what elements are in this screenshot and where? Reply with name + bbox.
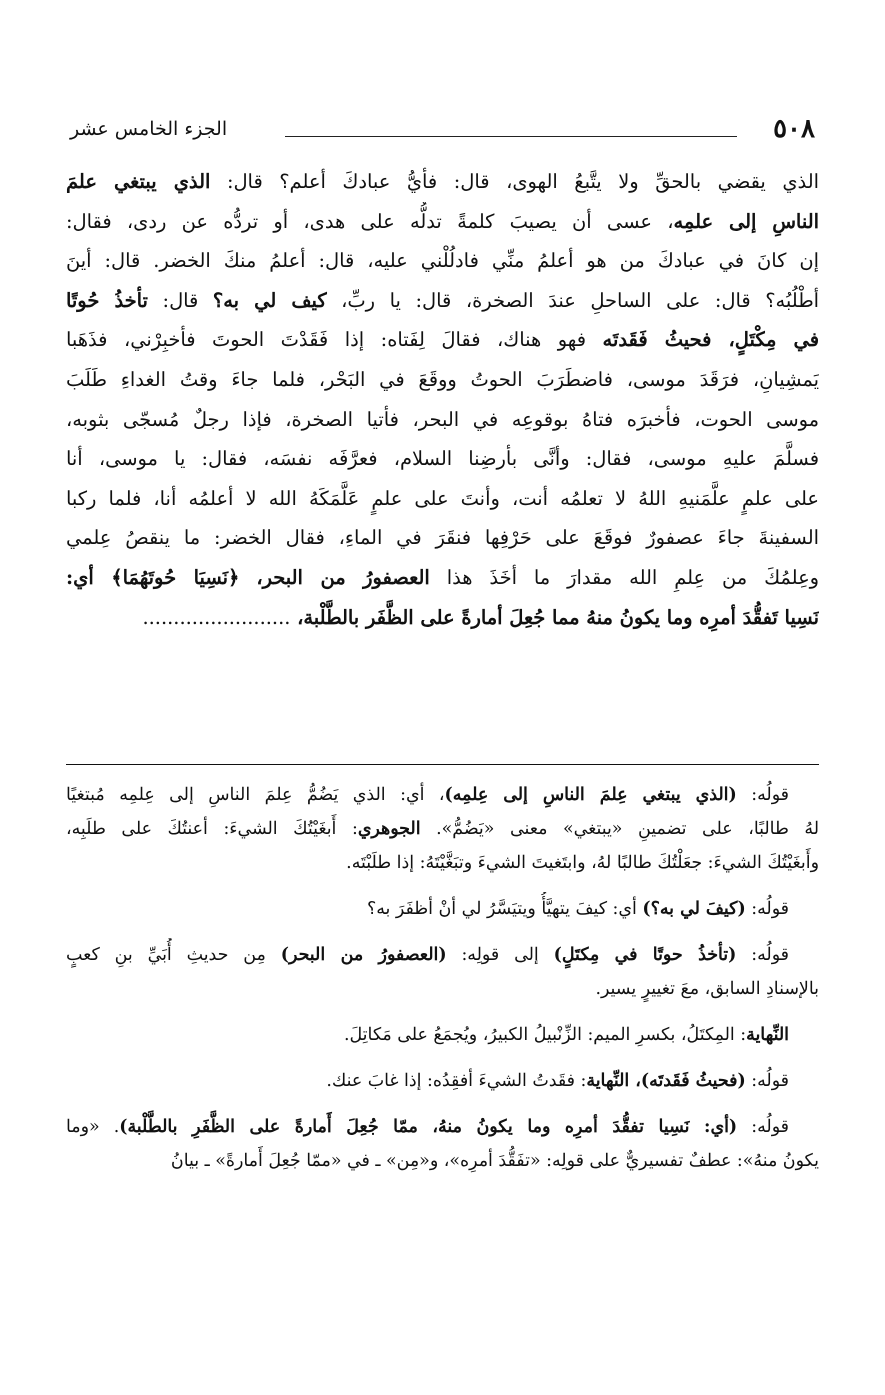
bold-phrase: الناسِ إلى علمِه: [673, 209, 819, 233]
note-line: [66, 1110, 819, 1144]
text-run: [239, 566, 256, 589]
note-line: [66, 938, 819, 972]
text-run: ، عسى أن يصيبَ كلمةً تدلُّه على هدى، أو تردُّه عن ردى، فقال:: [66, 209, 674, 233]
note-paragraph: [66, 892, 819, 926]
text-run: يَمشِيانِ، فرَقَدَ موسى، فاضطَرَبَ الحوتُ ووقَعَ في البَحْر، فلما جاءَ وقتُ الغداءِ طَلَبَ: [66, 367, 819, 391]
bold-phrase: (أي: نَسِيا تفقُّدَ أمرِه وما يكونُ منهُ، ممّا جُعِلَ أَمارةً على الظَّفَرِ بالطَّلْبة): [119, 1117, 738, 1137]
note-paragraph: [66, 778, 819, 880]
text-run: أي: كيفَ يتهيَّأُ ويتيَسَّرُ لي أنْ أظفَرَ به؟: [366, 899, 643, 919]
note-paragraph: [66, 1110, 819, 1178]
note-line: [66, 778, 819, 812]
text-line: [66, 558, 819, 598]
note-line: [66, 846, 819, 880]
text-run: لهُ طالبًا، على تضمينِ «يبتغي» معنى «يَضُمُّ».: [420, 819, 819, 839]
text-line: [66, 320, 819, 360]
paragraph-gap: [66, 926, 819, 938]
text-run: : المِكتَلُ، بكسرِ الميم: الزِّنْبيلُ الكبيرُ، ويُجمَعُ على مَكاتِلَ.: [343, 1025, 747, 1045]
text-line: [66, 241, 819, 281]
text-line: [66, 202, 819, 242]
text-line: [66, 360, 819, 400]
text-run: السفينةَ جاءَ عصفورٌ فوقَعَ على حَرْفِها فنقَرَ في الماءِ، فقال الخضر: ما ينقصُ عِلمي: [66, 526, 819, 550]
paragraph-gap: [66, 1052, 819, 1064]
note-line: [66, 892, 819, 926]
ellipsis-dots: ........................: [142, 605, 291, 629]
note-line: [66, 1018, 819, 1052]
bold-phrase: العصفورُ من البحر،: [256, 565, 430, 589]
text-run: فهو هناك، فقالَ لِفَتاه: إذا فَقَدْتَ الحوتَ فأخبِرْني، فذَهَبا: [66, 328, 603, 352]
text-run: الذي يقضي بالحقِّ ولا يتَّبعُ الهوى، قال: فأيُّ عبادكَ أعلم؟ قال:: [210, 170, 819, 193]
text-run: قولُه:: [745, 899, 789, 919]
bold-phrase: كيف لي به؟: [212, 288, 327, 312]
text-run: إلى قولِه:: [446, 945, 554, 965]
main-text: [66, 162, 819, 637]
text-line: [66, 439, 819, 479]
text-run: : فقَدتُ الشيءَ أفقِدُه: إذا غابَ عنك.: [326, 1071, 587, 1091]
paragraph-gap: [66, 880, 819, 892]
text-run: : أَبغَيْتُكَ الشيءَ: أعنتُكَ على طلَبِه،: [66, 819, 358, 839]
part-title: الجزء الخامس عشر: [70, 118, 228, 140]
bold-phrase: (تأخذُ حوتًا في مِكتَلٍ): [553, 945, 737, 965]
text-run: على علمٍ علَّمَنيهِ اللهُ لا تعلمُه أنت، وأنتَ على علمٍ عَلَّمَكَهُ الله لا أعلمُه أنا، فلما ركبا: [66, 486, 819, 510]
text-run: قولُه:: [745, 1071, 789, 1091]
note-line: [66, 1144, 819, 1178]
bold-phrase: (الذي يبتغي عِلمَ الناسِ إلى عِلمِه): [444, 785, 737, 805]
note-line: [66, 1064, 819, 1098]
text-run: . «وما: [66, 1117, 120, 1137]
text-run: قولُه:: [737, 1117, 789, 1137]
text-run: بالإسنادِ السابق، معَ تغييرٍ يسير.: [595, 979, 819, 999]
text-line: [66, 281, 819, 321]
bold-phrase: (فحيثُ فَقَدتَه)، النِّهاية: [586, 1071, 746, 1091]
note-paragraph: [66, 1018, 819, 1052]
text-run: قولُه:: [736, 785, 789, 805]
note-line: [66, 812, 819, 846]
text-line: [66, 518, 819, 558]
bold-phrase: ﴿نَسِيَا حُوتَهُمَا﴾ أي:: [66, 565, 240, 589]
text-run: وأَبغَيْتُكَ الشيءَ: جعَلْتُكَ طالبًا لهُ، وابتَغيتَ الشيءَ وتبَغَّيْتَهُ: إذا طلَبْتَه.: [346, 853, 819, 873]
text-line: [66, 162, 819, 202]
text-line: [66, 400, 819, 440]
bold-phrase: نَسِيا تَفقُّدَ أمرِه وما يكونُ منهُ مما جُعِلَ أمارةً على الظَّفَر بالطَّلْبة،: [290, 605, 819, 629]
footnote-divider: [66, 764, 819, 765]
bold-phrase: الذي يبتغي علمَ: [66, 170, 211, 193]
bold-phrase: الجوهري: [357, 819, 421, 839]
bold-phrase: تأخذُ حُوتًا: [66, 288, 148, 312]
header-rule: [285, 136, 737, 137]
text-run: قولُه:: [736, 945, 789, 965]
text-run: فسلَّمَ عليهِ موسى، فقال: وأنَّى بأرضِنا السلام، فعرَّفَه نفسَه، فقال: يا موسى، أنا: [66, 447, 819, 471]
bold-phrase: في مِكْتَلٍ، فحيثُ فَقَدتَه: [602, 328, 819, 352]
text-run: ، أي: الذي يَضُمُّ عِلمَ الناسِ إلى عِلمِه مُبتغيًا: [66, 785, 445, 805]
text-run: مِن حديثِ أُبَيِّ بنِ كعبٍ: [66, 945, 281, 965]
text-run: قال:: [147, 288, 213, 312]
bold-phrase: (العصفورُ من البحر): [280, 945, 447, 965]
note-paragraph: [66, 938, 819, 1006]
text-run: إن كانَ في عبادكَ من هو أعلمُ منِّي فادلُلْني عليه، قال: أعلمُ منكَ الخضر. قال: أينَ: [66, 249, 819, 273]
note-line: [66, 972, 819, 1006]
bold-phrase: (كيفَ لي به؟): [642, 899, 746, 919]
commentary-notes: [66, 778, 819, 1178]
text-run: يكونُ منهُ»: عطفٌ تفسيريٌّ على قولِه: «تفَقُّدَ أمرِه»، و«مِن» ـ في «ممّا جُعِلَ أَمارةً» ـ بيانُ: [170, 1151, 819, 1171]
running-header: [70, 112, 815, 152]
paragraph-gap: [66, 1098, 819, 1110]
paragraph-gap: [66, 1006, 819, 1018]
text-line: [66, 479, 819, 519]
page-number: ٥٠٨: [773, 114, 815, 144]
text-run: موسى الحوت، فأخبرَه فتاهُ بوقوعِه في البحر، فأتيا الصخرة، فإذا رجلٌ مُسجّى بثوبه،: [66, 407, 819, 431]
text-line: [66, 598, 819, 638]
bold-phrase: النِّهاية: [746, 1025, 789, 1045]
text-run: أطْلُبُه؟ قال: على الساحلِ عندَ الصخرة، قال: يا ربِّ،: [326, 288, 819, 312]
text-run: وعِلمُكَ من عِلمِ الله مقدارَ ما أخَذَ هذا: [429, 565, 819, 589]
note-paragraph: [66, 1064, 819, 1098]
